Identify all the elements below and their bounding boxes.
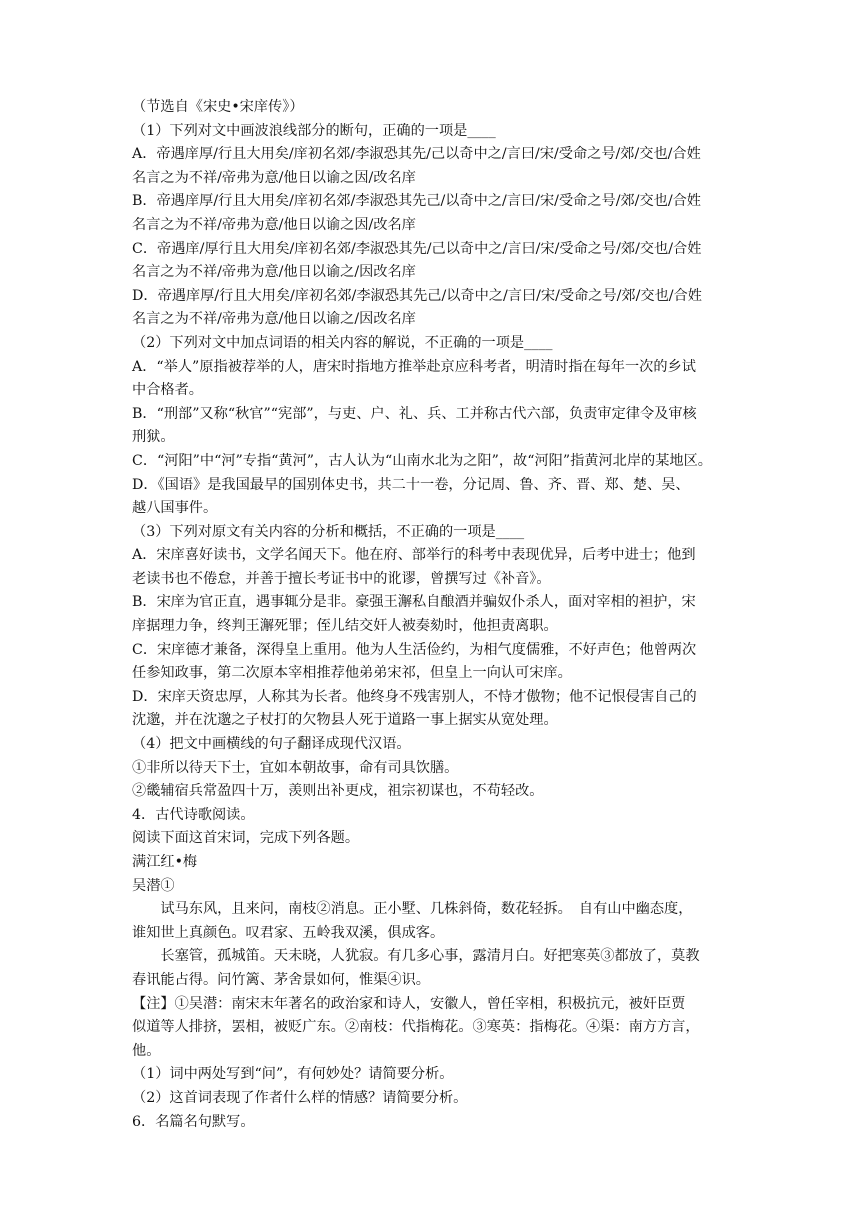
- q3-option-b-line1: B．宋庠为官正直，遇事辄分是非。豪强王澥私自酿酒并骗奴仆杀人，面对宰相的袒护，宋: [132, 594, 696, 611]
- poem-stanza-1-line2: 谁知世上真颜色。叹君家、五岭我双溪，俱成客。: [132, 924, 445, 941]
- q4-sentence-1: ①非所以待天下士，宜如本朝故事，命有司具饮膳。: [132, 759, 459, 776]
- q1-stem: （1）下列对文中画波浪线部分的断句，正确的一项是____: [132, 122, 496, 139]
- poem-note-line2: 似道等人排挤，罢相，被贬广东。②南枝：代指梅花。③寒英：指梅花。④渠：南方方言，: [132, 1019, 700, 1036]
- q1-option-d-line2: 名言之为不祥/帝弗为意/他日以谕之/因改名庠: [132, 311, 416, 328]
- q1-option-b-line2: 名言之为不祥/帝弗为意/他日以谕之因/改名庠: [132, 216, 416, 233]
- q2-option-d-line2: 越八国事件。: [132, 500, 218, 517]
- q3-option-b-line2: 庠据理力争，终判王澥死罪；侄儿结交奸人被奏劾时，他担责离职。: [132, 618, 558, 635]
- q1-option-c-line1: C．帝遇庠/厚行且大用矣/庠初名郊/李淑恐其先/己以奇中之/言曰/宋/受命之号/郊/交也/合姓: [132, 240, 702, 257]
- section-4-heading: 4．古代诗歌阅读。: [132, 806, 255, 823]
- q3-option-d-line2: 沈邈，并在沈邈之子杖打的欠物县人死于道路一事上据实从宽处理。: [132, 712, 558, 729]
- q2-stem: （2）下列对文中加点词语的相关内容的解说，不正确的一项是____: [132, 334, 553, 351]
- poem-stanza-2-line1: 长塞管，孤城笛。天未晓，人犹寂。有几多心事，露清月白。好把寒英③都放了，莫教: [160, 948, 700, 965]
- q1-option-b-line1: B．帝遇庠厚/行且大用矣/庠初名郊/李淑恐其先己/以奇中之/言曰/宋/受命之号/郊/交也/合姓: [132, 193, 701, 210]
- poem-question-1: （1）词中两处写到“问”，有何妙处？请简要分析。: [132, 1066, 454, 1083]
- poem-question-2: （2）这首词表现了作者什么样的情感？请简要分析。: [132, 1089, 468, 1106]
- source-line: （节选自《宋史•宋庠传》）: [132, 99, 304, 115]
- q4-stem: （4）把文中画横线的句子翻译成现代汉语。: [132, 736, 411, 753]
- q1-option-a-line1: A．帝遇庠厚/行且大用矣/庠初名郊/李淑恐其先/己以奇中之/言曰/宋/受命之号/郊/交也/合姓: [132, 146, 701, 163]
- section-6-heading: 6．名篇名句默写。: [132, 1113, 255, 1130]
- q3-option-d-line1: D．宋庠天资忠厚，人称其为长者。他终身不残害别人，不恃才傲物；他不记恨侵害自己的: [132, 688, 697, 705]
- q3-option-a-line1: A．宋庠喜好读书，文学名闻天下。他在府、部举行的科考中表现优异，后考中进士；他到: [132, 547, 696, 564]
- q2-option-a-line1: A．“举人”原指被荐举的人，唐宋时指地方推举赴京应科考者，明清时指在每年一次的乡试: [132, 358, 696, 375]
- poem-note-line1: 【注】①吴潜：南宋末年著名的政治家和诗人，安徽人，曾任宰相，积极抗元，被奸臣贾: [132, 995, 686, 1012]
- q2-option-b-line1: B．“刑部”又称“秋官”“宪部”，与吏、户、礼、兵、工并称古代六部，负责审定律令及审核: [132, 405, 697, 422]
- q2-option-a-line2: 中合格者。: [132, 382, 203, 399]
- q1-option-d-line1: D．帝遇庠厚/行且大用矣/庠初名郊/李淑恐其先己/以奇中之/言曰/宋/受命之号/郊/交也/合姓: [132, 287, 702, 304]
- q3-option-a-line2: 老读书也不倦怠，并善于擅长考证书中的讹谬，曾撰写过《补音》。: [132, 570, 551, 587]
- q1-option-c-line2: 名言之为不祥/帝弗为意/他日以谕之/因改名庠: [132, 264, 416, 281]
- q3-option-c-line2: 任参知政事，第二次原本宰相推荐他弟弟宋祁，但皇上一向认可宋庠。: [132, 665, 572, 682]
- q3-stem: （3）下列对原文有关内容的分析和概括，不正确的一项是____: [132, 523, 525, 540]
- q2-option-d-line1: D．《国语》是我国最早的国别体史书，共二十一卷，分记周、鲁、齐、晋、郑、楚、吴、: [132, 476, 690, 493]
- q2-option-c-line1: C．“河阳”中“河”专指“黄河”，古人认为“山南水北为之阳”，故“河阳”指黄河北岸的某地区。: [132, 452, 712, 469]
- q2-option-b-line2: 刑狱。: [132, 429, 175, 446]
- document-page: [132, 96, 732, 1134]
- poem-stanza-2-line2: 春讯能占得。问竹篱、茅舍景如何，惟渠④识。: [132, 971, 430, 988]
- q3-option-c-line1: C．宋庠德才兼备，深得皇上重用。他为人生活俭约，为相气度儒雅，不好声色；他曾两次: [132, 641, 697, 658]
- poem-note-line3: 他。: [132, 1042, 161, 1059]
- q4-sentence-2: ②畿辅宿兵常盈四十万，羡则出补更戍，祖宗初谋也，不苟轻改。: [132, 783, 544, 800]
- section-4-intro: 阅读下面这首宋词，完成下列各题。: [132, 830, 360, 847]
- q1-option-a-line2: 名言之为不祥/帝弗为意/他日以谕之因/改名庠: [132, 169, 416, 186]
- poem-title: 满江红•梅: [132, 854, 198, 870]
- poem-stanza-1-line1: 试马东风，且来问，南枝②消息。正小墅、几株斜倚，数花轻拆。 自有山中幽态度，: [160, 901, 693, 918]
- poem-author: 吴潜①: [132, 877, 175, 894]
